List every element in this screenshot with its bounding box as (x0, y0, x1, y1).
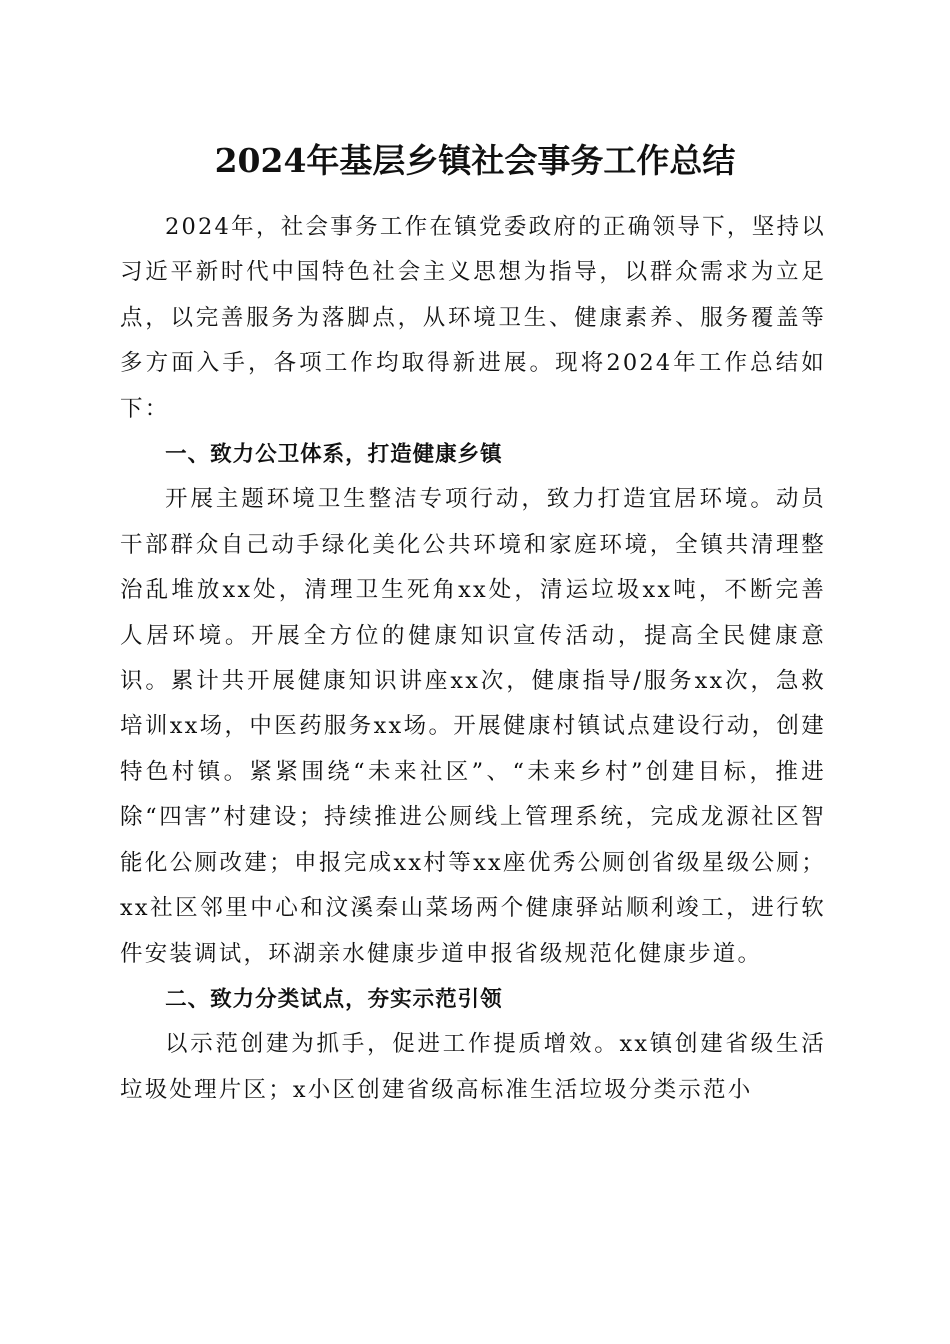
document-title: 2024年基层乡镇社会事务工作总结 (214, 141, 736, 180)
section-1-heading: 一、致力公卫体系，打造健康乡镇 (165, 442, 503, 468)
section-1-paragraph: 开展主题环境卫生整洁专项行动，致力打造宜居环境。动员干部群众自己动手绿化美化公共环境和家庭环境，全镇共清理整治乱堆放xx处，清理卫生死角xx处，清运垃圾xx吨，不断完善人居环境。开展全方位的健康知识宣传活动，提高全民健康意识。累计共开展健康知识讲座xx次，健康指导/服务xx次，急救培训xx场，中医药服务xx场。开展健康村镇试点建设行动，创建特色村镇。紧紧围绕“未来社区”、“未来乡村”创建目标，推进除“四害”村建设；持续推进公厕线上管理系统，完成龙源社区智能化公厕改建；申报完成xx村等xx座优秀公厕创省级星级公厕；xx社区邻里中心和汶溪秦山菜场两个健康驿站顺利竣工，进行软件安装调试，环湖亲水健康步道申报省级规范化健康步道。 (120, 486, 826, 967)
section-2-heading: 二、致力分类试点，夯实示范引领 (165, 986, 503, 1012)
intro-paragraph: 2024年，社会事务工作在镇党委政府的正确领导下，坚持以习近平新时代中国特色社会主义思想为指导，以群众需求为立足点，以完善服务为落脚点，从环境卫生、健康素养、服务覆盖等多方面入手，各项工作均取得新进展。现将2024年工作总结如下： (120, 214, 826, 422)
section-2-paragraph: 以示范创建为抓手，促进工作提质增效。xx镇创建省级生活垃圾处理片区；x小区创建省级高标准生活垃圾分类示范小 (120, 1031, 826, 1103)
document-body (120, 205, 826, 1113)
